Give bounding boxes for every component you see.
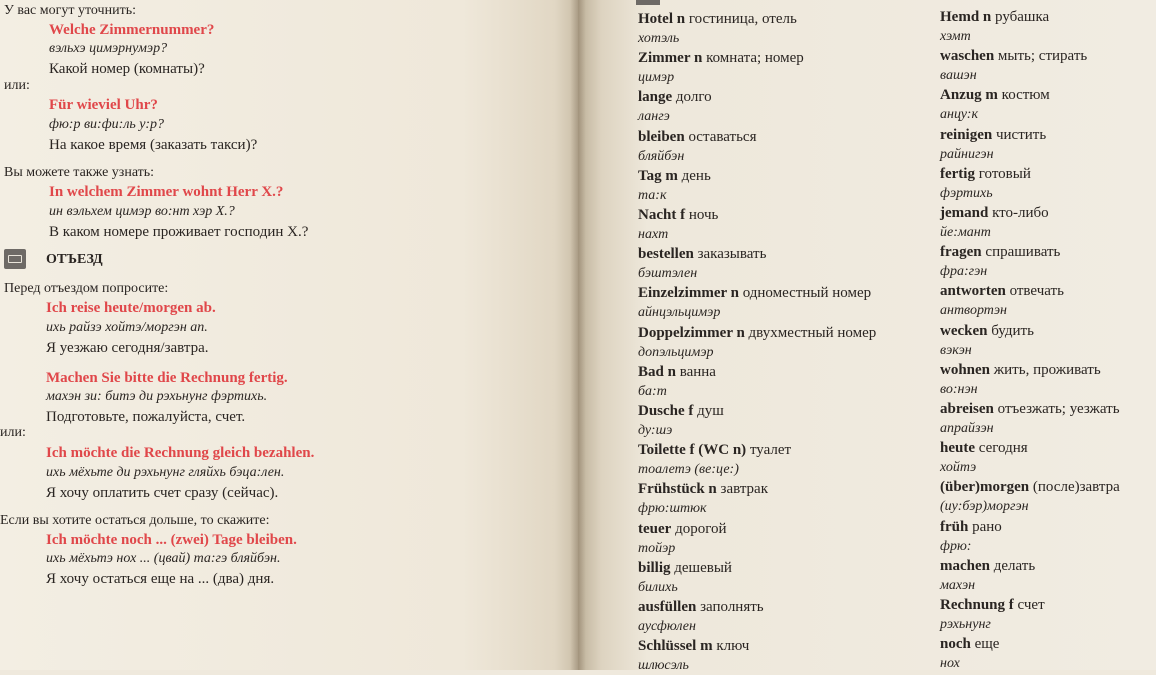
vocab-word: wohnen (940, 361, 991, 378)
vocab-meaning: двухместный номер (744, 324, 877, 341)
vocab-meaning: гостиница, отель (685, 11, 797, 27)
book-spine (570, 0, 586, 670)
vocab-transcription: цимэр (638, 70, 675, 86)
german-phrase: Ich möchte noch ... (zwei) Tage bleiben. (46, 532, 297, 548)
german-phrase: Ich reise heute/morgen ab. (46, 300, 216, 316)
vocab-meaning: одноместный номер (738, 285, 872, 302)
vocab-transcription: хэмт (940, 29, 971, 44)
vocab-meaning: сегодня (975, 440, 1028, 457)
transcription: вэльхэ цимэрнумэр? (49, 41, 168, 56)
vocab-transcription: рэхьнунг (940, 617, 991, 632)
vocab-word: machen (940, 557, 990, 574)
vocab-meaning: долго (672, 89, 712, 106)
vocab-entry (638, 441, 791, 459)
vocab-transcription: вашэн (940, 68, 977, 84)
vocab-word: Toilette f (WC n) (638, 442, 747, 459)
or-text: или: (0, 425, 26, 440)
vocab-word: fertig (940, 165, 975, 182)
vocab-meaning: день (677, 167, 711, 184)
intro-text: У вас могут уточнить: (4, 3, 136, 18)
transcription: ин вэльхем цимэр во:нт хэр Х.? (49, 204, 235, 219)
vocab-entry (940, 518, 1002, 536)
cassette-icon (4, 249, 26, 269)
vocab-transcription: аусфюлен (638, 619, 696, 634)
vocab-word: Hotel n (638, 11, 686, 27)
vocab-transcription: (иу:бэр)моргэн (940, 499, 1029, 515)
vocab-entry (940, 47, 1087, 65)
vocab-entry (638, 167, 711, 185)
vocab-entry (638, 284, 871, 302)
vocab-transcription: нох (940, 656, 960, 672)
vocab-word: wecken (940, 322, 988, 339)
vocab-transcription: ду:шэ (638, 423, 673, 438)
vocab-entry (638, 206, 718, 224)
vocab-meaning: готовый (974, 165, 1031, 182)
vocab-transcription: антвортэн (940, 303, 1007, 319)
russian-translation: Я уезжаю сегодня/завтра. (46, 340, 209, 356)
vocab-meaning: ночь (685, 207, 719, 223)
vocab-transcription: хойтэ (940, 460, 977, 476)
cassette-icon (636, 0, 660, 5)
vocab-entry (638, 637, 749, 655)
vocab-meaning: отвечать (1005, 283, 1064, 300)
vocab-word: lange (638, 89, 673, 106)
intro-text: Если вы хотите остаться дольше, то скажите: (0, 513, 270, 528)
vocab-transcription: махэн (940, 577, 976, 593)
russian-translation: В каком номере проживает господин Х.? (49, 224, 309, 240)
vocab-word: Einzelzimmer n (638, 285, 739, 302)
vocab-transcription: допэльцимэр (638, 344, 714, 360)
vocab-entry (940, 322, 1034, 340)
vocab-entry (638, 520, 727, 538)
vocab-transcription: анцу:к (940, 107, 979, 123)
or-text: или: (4, 78, 30, 93)
vocab-word: früh (940, 518, 969, 535)
german-phrase: In welchem Zimmer wohnt Herr X.? (49, 184, 284, 200)
vocab-meaning: счет (1013, 597, 1045, 613)
vocab-word: heute (940, 440, 975, 457)
vocab-word: fragen (940, 244, 982, 261)
vocab-entry (638, 49, 804, 67)
vocab-word: reinigen (940, 126, 993, 143)
vocab-entry (940, 635, 999, 653)
vocab-transcription: апрайзэн (940, 421, 994, 436)
vocab-entry (940, 557, 1035, 575)
vocab-word: Rechnung f (940, 597, 1014, 613)
vocab-entry (638, 402, 724, 420)
vocab-word: ausfüllen (638, 599, 697, 615)
vocab-entry (638, 480, 768, 498)
vocab-word: noch (940, 636, 971, 653)
vocab-transcription: лангэ (638, 109, 670, 125)
vocab-word: Zimmer n (638, 50, 703, 67)
vocab-meaning: мыть; стирать (994, 48, 1088, 65)
vocab-entry (638, 559, 732, 577)
vocab-word: Bad n (638, 363, 676, 380)
vocab-meaning: еще (970, 636, 1000, 653)
russian-translation: Я хочу оплатить счет сразу (сейчас). (46, 485, 279, 501)
vocab-transcription: вэкэн (940, 342, 972, 358)
vocab-meaning: завтрак (716, 481, 769, 498)
section-title: ОТЪЕЗД (46, 252, 103, 267)
vocab-meaning: (после)завтра (1029, 479, 1120, 496)
vocab-word: bleiben (638, 128, 685, 145)
vocab-meaning: отъезжать; уезжать (993, 401, 1120, 417)
vocab-meaning: спрашивать (981, 244, 1061, 261)
vocab-word: Tag m (638, 167, 678, 184)
vocab-meaning: ключ (712, 638, 750, 655)
vocab-meaning: делать (990, 557, 1036, 574)
vocab-transcription: во:нэн (940, 381, 978, 397)
vocab-transcription: шлюсэль (638, 658, 689, 674)
vocab-meaning: дорогой (671, 520, 727, 537)
vocab-transcription: хотэль (638, 31, 680, 46)
vocab-entry (940, 439, 1028, 457)
vocab-transcription: бэштэлен (638, 266, 698, 282)
vocab-meaning: комната; номер (702, 50, 804, 67)
vocab-meaning: рубашка (991, 9, 1050, 25)
vocab-entry (940, 282, 1064, 300)
vocab-word: Doppelzimmer n (638, 324, 745, 341)
vocab-entry (940, 243, 1060, 261)
vocab-transcription: айнцэльцимэр (638, 305, 721, 321)
vocab-meaning: ванна (675, 363, 716, 380)
vocab-meaning: будить (987, 322, 1034, 339)
transcription: махэн зи: битэ ди рэхьнунг фэртихь. (46, 389, 268, 404)
russian-translation: На какое время (заказать такси)? (49, 137, 258, 153)
russian-translation: Я хочу остаться еще на ... (два) дня. (46, 571, 275, 587)
vocab-transcription: тоалетэ (ве:це:) (638, 462, 739, 478)
german-phrase: Für wieviel Uhr? (49, 97, 158, 113)
vocab-transcription: тойэр (638, 540, 676, 556)
transcription: ихь мёхьтэ нох ... (цвай) та:гэ бляйбэн. (46, 551, 281, 566)
vocab-entry (940, 165, 1031, 183)
vocab-word: jemand (940, 205, 989, 221)
vocab-word: antworten (940, 283, 1006, 300)
transcription: ихь райзэ хойтэ/моргэн ап. (46, 320, 208, 335)
russian-translation: Какой номер (комнаты)? (49, 61, 205, 77)
vocab-entry (638, 88, 712, 106)
vocab-transcription: фра:гэн (940, 264, 988, 280)
vocab-entry (940, 8, 1049, 26)
vocab-meaning: заполнять (696, 599, 764, 615)
vocab-meaning: жить, проживать (990, 361, 1101, 378)
german-phrase: Welche Zimmernummer? (49, 22, 215, 38)
vocab-meaning: заказывать (693, 246, 767, 263)
vocab-entry (638, 245, 766, 263)
vocab-transcription: та:к (638, 187, 667, 203)
vocab-meaning: рано (968, 518, 1002, 535)
vocab-entry (638, 363, 716, 381)
vocab-word: (über)morgen (940, 479, 1030, 496)
vocab-entry (940, 86, 1050, 104)
vocab-entry (940, 596, 1045, 614)
vocab-word: Nacht f (638, 207, 686, 223)
vocab-meaning: туалет (746, 442, 792, 459)
vocab-entry (940, 478, 1120, 496)
vocab-word: Frühstück n (638, 481, 717, 498)
vocab-word: Anzug m (940, 87, 998, 104)
transcription: фю:р ви:фи:ль у:р? (49, 117, 164, 132)
intro-text: Вы можете также узнать: (4, 165, 155, 180)
vocab-word: teuer (638, 520, 672, 537)
transcription: ихь мёхьте ди рэхьнунг гляйхь бэца:лен. (46, 465, 285, 480)
vocab-transcription: нахт (638, 227, 669, 242)
vocab-meaning: чистить (992, 126, 1047, 143)
vocab-transcription: билихь (638, 579, 678, 595)
vocab-entry (940, 400, 1120, 418)
vocab-entry (638, 598, 764, 616)
vocab-entry (940, 126, 1046, 144)
left-page (0, 0, 578, 670)
vocab-meaning: кто-либо (988, 205, 1049, 221)
vocab-word: billig (638, 559, 671, 576)
german-phrase: Ich möchte die Rechnung gleich bezahlen. (46, 445, 315, 461)
vocab-transcription: фэртихь (940, 185, 993, 201)
german-phrase: Machen Sie bitte die Rechnung fertig. (46, 370, 288, 386)
vocab-transcription: бляйбэн (638, 148, 685, 164)
vocab-entry (638, 128, 756, 146)
vocab-meaning: костюм (997, 87, 1050, 104)
vocab-meaning: оставаться (684, 128, 757, 145)
vocab-meaning: дешевый (670, 559, 732, 576)
vocab-entry (940, 204, 1049, 222)
vocab-word: Dusche f (638, 403, 694, 419)
vocab-transcription: фрю: (940, 538, 972, 554)
intro-text: Перед отъездом попросите: (4, 281, 169, 296)
vocab-entry (638, 10, 797, 28)
vocab-word: bestellen (638, 246, 694, 263)
vocab-entry (638, 324, 876, 342)
vocab-entry (940, 361, 1101, 379)
vocab-transcription: фрю:штюк (638, 501, 707, 517)
vocab-word: abreisen (940, 401, 994, 417)
vocab-transcription: ба:т (638, 383, 667, 399)
vocab-transcription: райнигэн (940, 146, 994, 162)
vocab-word: waschen (940, 48, 995, 65)
vocab-word: Hemd n (940, 9, 992, 25)
russian-translation: Подготовьте, пожалуйста, счет. (46, 409, 246, 425)
vocab-meaning: душ (693, 403, 724, 419)
vocab-word: Schlüssel m (638, 638, 713, 655)
vocab-transcription: йе:мант (940, 225, 991, 240)
